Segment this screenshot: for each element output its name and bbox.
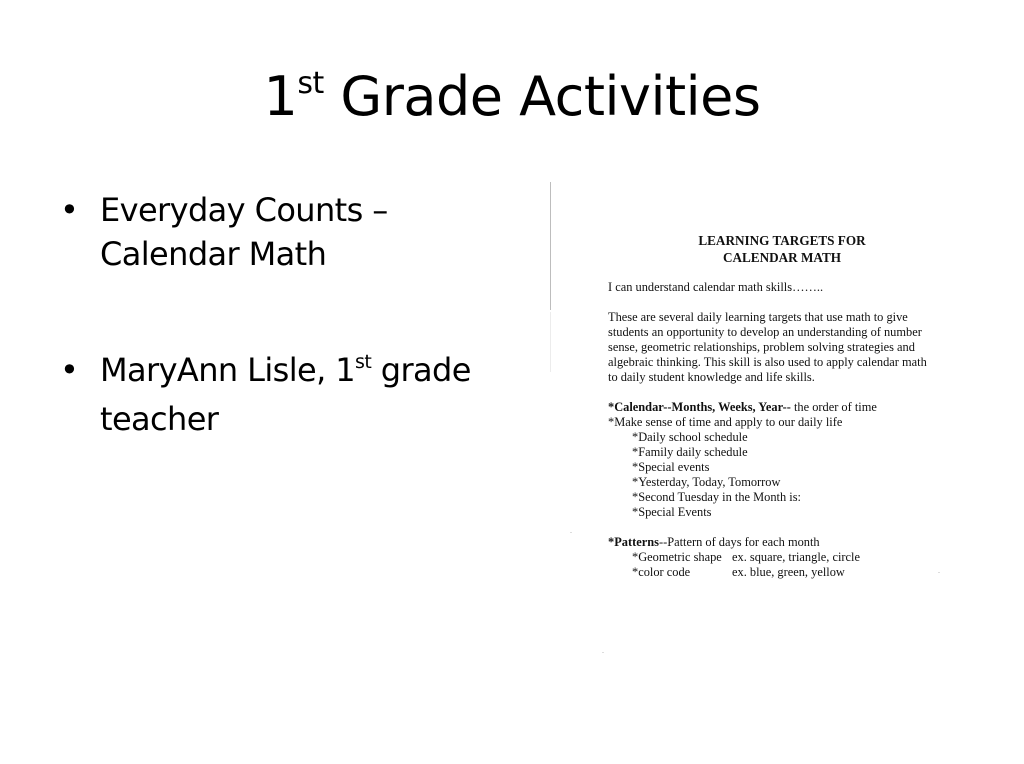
scan-page-edge-faint: [550, 312, 551, 372]
scan-speck: [570, 532, 572, 533]
pattern-example: ex. blue, green, yellow: [732, 565, 845, 579]
sub-item: *Daily school schedule: [632, 430, 748, 444]
title-number: 1: [263, 65, 298, 128]
calendar-rest: the order of time: [790, 400, 877, 414]
pattern-row: [608, 565, 938, 580]
pattern-label: *Geometric shape: [632, 550, 722, 564]
calendar-heading: *Calendar--Months, Weeks, Year--: [608, 400, 791, 414]
sub-item: *Second Tuesday in the Month is:: [632, 490, 802, 504]
bullet-text-post: grade teacher: [100, 351, 471, 438]
learning-targets-document: [608, 232, 938, 580]
slide-title: [0, 62, 1024, 141]
bullet-text: Everyday Counts – Calendar Math: [100, 191, 388, 273]
calendar-line: [608, 400, 938, 415]
scan-speck: [602, 652, 604, 653]
bullet-list: [58, 188, 508, 513]
scanned-document-image: [550, 180, 950, 660]
sub-item: *Family daily schedule: [632, 445, 748, 459]
sub-item: *Special events: [632, 460, 710, 474]
title-text: Grade Activities: [323, 65, 761, 128]
bullet-dot-icon: •: [60, 191, 79, 229]
bullet-teacher: [58, 348, 508, 441]
make-sense-line: *Make sense of time and apply to our daily life: [608, 415, 843, 429]
bullet-everyday-counts: [58, 188, 508, 276]
pattern-label: *color code: [632, 565, 691, 579]
document-paragraph: These are several daily learning targets that use math to give students an opportunity to develop an understanding of number sense, geometric relationships, problem solving strategies and algebraic thinking. This skill is also used to apply calendar math to daily student knowledge and life skills.: [608, 310, 927, 384]
document-intro: I can understand calendar math skills……..: [608, 280, 824, 294]
bullet-superscript: st: [355, 351, 372, 373]
patterns-rest: --Pattern of days for each month: [658, 535, 820, 549]
patterns-line: [608, 535, 938, 550]
scan-speck: [938, 572, 940, 573]
sub-item: *Yesterday, Today, Tomorrow: [632, 475, 781, 489]
pattern-example: ex. square, triangle, circle: [732, 550, 860, 564]
sub-item: *Special Events: [632, 505, 712, 519]
patterns-heading: *Patterns: [608, 535, 659, 549]
document-title: LEARNING TARGETS FOR CALENDAR MATH: [698, 233, 866, 265]
pattern-row: [608, 550, 938, 565]
bullet-dot-icon: •: [60, 351, 79, 389]
title-superscript: st: [297, 66, 324, 101]
scan-page-edge: [550, 182, 551, 310]
bullet-text-pre: MaryAnn Lisle, 1: [100, 351, 356, 389]
